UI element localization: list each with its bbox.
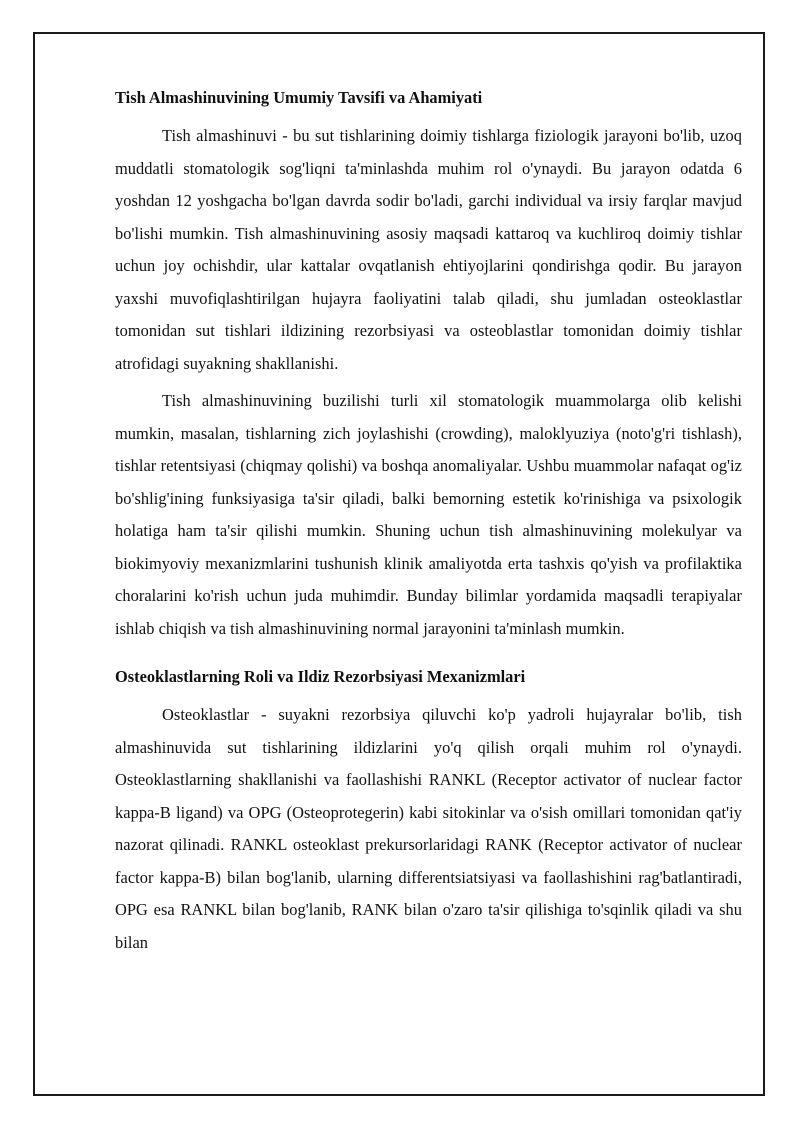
paragraph-2: Tish almashinuvining buzilishi turli xil stomatologik muammolarga olib kelishi mumkin, masalan, tishlarning zich joylashishi (crowding), maloklyuziya (noto'g'ri tishlash), tishlar retentsiyasi (chiqmay qolishi) va boshqa anomaliyalar. Ushbu muammolar nafaqat og'iz bo'shlig'ining funksiyasiga ta'sir qiladi, balki bemorning estetik ko'rinishiga va psixologik holatiga ham ta'sir qilishi mumkin. Shuning uchun tish almashinuvining molekulyar va biokimyoviy mexanizmlarini tushunish klinik amaliyotda erta tashxis qo'yish va profilaktika choralarini ko'rish uchun juda muhimdir. Bunday bilimlar yordamida maqsadli terapiyalar ishlab chiqish va tish almashinuvining normal jarayonini ta'minlash mumkin. — [115, 391, 742, 638]
section-heading-1: Tish Almashinuvining Umumiy Tavsifi va Ahamiyati — [115, 88, 483, 107]
paragraph-1: Tish almashinuvi - bu sut tishlarining doimiy tishlarga fiziologik jarayoni bo'lib, uzoq muddatli stomatologik sog'liqni ta'minlashda muhim rol o'ynaydi. Bu jarayon odatda 6 yoshdan 12 yoshgacha bo'lgan davrda sodir bo'ladi, garchi individual va irsiy farqlar mavjud bo'lishi mumkin. Tish almashinuvining asosiy maqsadi kattaroq va kuchliroq doimiy tishlar uchun joy ochishdir, ular kattalar ovqatlanish ehtiyojlarini qondirishga qodir. Bu jarayon yaxshi muvofiqlashtirilgan hujayra faoliyatini talab qiladi, shu jumladan osteoklastlar tomonidan sut tishlari ildizining rezorbsiyasi va osteoblastlar tomonidan doimiy tishlar atrofidagi suyakning shakllanishi. — [115, 126, 742, 373]
document-body — [115, 86, 742, 964]
section-heading-2: Osteoklastlarning Roli va Ildiz Rezorbsiyasi Mexanizmlari — [115, 667, 526, 686]
paragraph-3: Osteoklastlar - suyakni rezorbsiya qiluvchi ko'p yadroli hujayralar bo'lib, tish almashinuvida sut tishlarining ildizlarini yo'q qilish orqali muhim rol o'ynaydi. Osteoklastlarning shakllanishi va faollashishi RANKL (Receptor activator of nuclear factor kappa-B ligand) va OPG (Osteoprotegerin) kabi sitokinlar va o'sish omillari tomonidan qat'iy nazorat qilinadi. RANKL osteoklast prekursorlaridagi RANK (Receptor activator of nuclear factor kappa-B) bilan bog'lanib, ularning differentsiatsiyasi va faollashishini rag'batlantiradi, OPG esa RANKL bilan bog'lanib, RANK bilan o'zaro ta'sir qilishiga to'sqinlik qiladi va shu bilan — [115, 705, 742, 952]
